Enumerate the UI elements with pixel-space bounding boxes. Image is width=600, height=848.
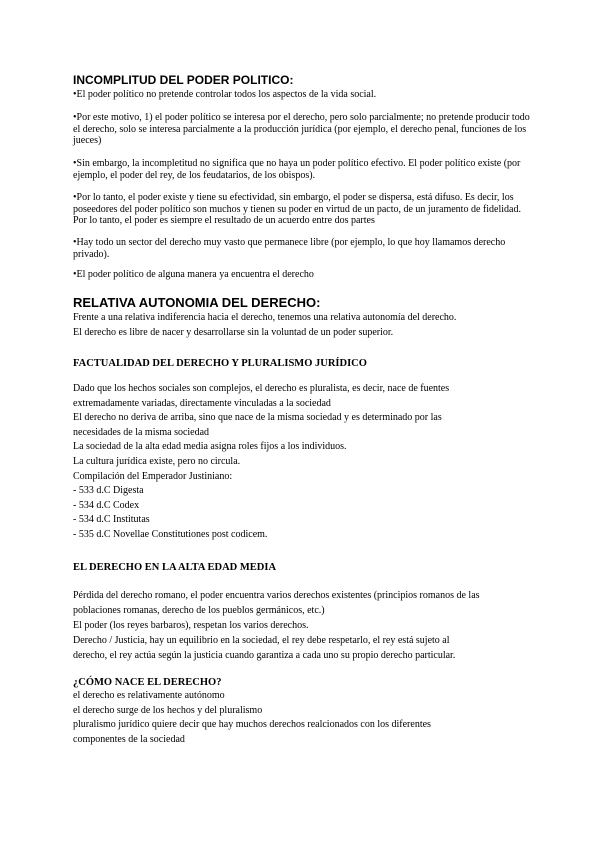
section-body-factualidad xyxy=(73,382,543,543)
section-heading-alta-edad-media: EL DERECHO EN LA ALTA EDAD MEDIA xyxy=(73,562,277,573)
section-heading-como-nace: ¿CÓMO NACE EL DERECHO? xyxy=(73,677,222,688)
text-line: - 534 d.C Codex xyxy=(73,499,140,511)
text-line: extremadamente variadas, directamente vinculadas a la sociedad xyxy=(73,397,331,409)
section-heading-incomplitud: INCOMPLITUD DEL PODER POLITICO: xyxy=(73,73,294,87)
text-line: - 535 d.C Novellae Constitutiones post codicem. xyxy=(73,528,268,540)
bullet-paragraph: •El poder político de alguna manera ya encuentra el derecho xyxy=(73,269,314,280)
section-body-alta-edad-media xyxy=(73,588,543,663)
text-line: Dado que los hechos sociales son complejos, el derecho es pluralista, es decir, nace de fuentes xyxy=(73,383,450,394)
section-heading-autonomia: RELATIVA AUTONOMIA DEL DERECHO: xyxy=(73,295,321,310)
text-line: pluralismo jurídico quiere decir que hay muchos derechos realcionados con los diferentes xyxy=(73,719,431,731)
bullet-paragraph: •Por lo tanto, el poder existe y tiene su efectividad, sin embargo, el poder se dispersa, está difuso. Es decir, los poseedores del poder político son muchos y tienen su poder en virtud de un pacto, de un juramento de fidelidad. Por lo tanto, el poder es siempre el resultado de un acuerdo entre dos partes xyxy=(73,192,521,226)
text-line: La sociedad de la alta edad media asigna roles fijos a los individuos. xyxy=(73,441,347,453)
text-line: La cultura jurídica existe, pero no circula. xyxy=(73,455,241,467)
text-line: El derecho no deriva de arriba, sino que nace de la misma sociedad y es determinado por las xyxy=(73,412,442,424)
bullet-paragraph: •Sin embargo, la incompletitud no significa que no haya un poder político efectivo. El poder político existe (por ejemplo, el poder del rey, de los feudatarios, de los obispos). xyxy=(73,158,521,181)
text-line: El poder (los reyes barbaros), respetan los varios derechos. xyxy=(73,620,309,631)
section-heading-factualidad: FACTUALIDAD DEL DERECHO Y PLURALISMO JURÍDICO xyxy=(73,358,367,369)
text-line: El derecho es libre de nacer y desarrollarse sin la voluntad de un poder superior. xyxy=(73,326,394,338)
text-line: derecho, el rey actúa según la justicia cuando garantiza a cada uno su propio derecho particular. xyxy=(73,650,456,661)
text-line: - 534 d.C Institutas xyxy=(73,514,150,526)
section-body-autonomia xyxy=(73,311,543,340)
text-line: componentes de la sociedad xyxy=(73,733,185,745)
text-line: el derecho surge de los hechos y del pluralismo xyxy=(73,704,263,716)
text-line: el derecho es relativamente autónomo xyxy=(73,690,225,701)
text-line: Compilación del Emperador Justiniano: xyxy=(73,470,233,482)
bullet-paragraph: •El poder político no pretende controlar todos los aspectos de la vida social. xyxy=(73,89,377,100)
text-line: Frente a una relativa indiferencia hacia el derecho, tenemos una relativa autonomía del derecho. xyxy=(73,312,457,323)
text-line: Pérdida del derecho romano, el poder encuentra varios derechos existentes (principios romanos de las xyxy=(73,590,480,601)
text-line: necesidades de la misma sociedad xyxy=(73,426,210,438)
text-line: Derecho / Justicia, hay un equilibrio en la sociedad, el rey debe respetarlo, el rey está sujeto al xyxy=(73,635,450,646)
text-line: poblaciones romanas, derecho de los pueblos germánicos, etc.) xyxy=(73,605,325,616)
text-line: - 533 d.C Digesta xyxy=(73,485,144,497)
bullet-paragraph: •Por este motivo, 1) el poder político se interesa por el derecho, pero solo parcialmente; no pretende producir todo el derecho, solo se interesa parcialmente a la producción jurídica (por ejemplo, el derecho penal, funciones de los jueces) xyxy=(73,112,530,146)
bullet-paragraph: •Hay todo un sector del derecho muy vasto que permanece libre (por ejemplo, lo que hoy llamamos derecho privado). xyxy=(73,237,506,260)
section-body-como-nace xyxy=(73,689,543,747)
